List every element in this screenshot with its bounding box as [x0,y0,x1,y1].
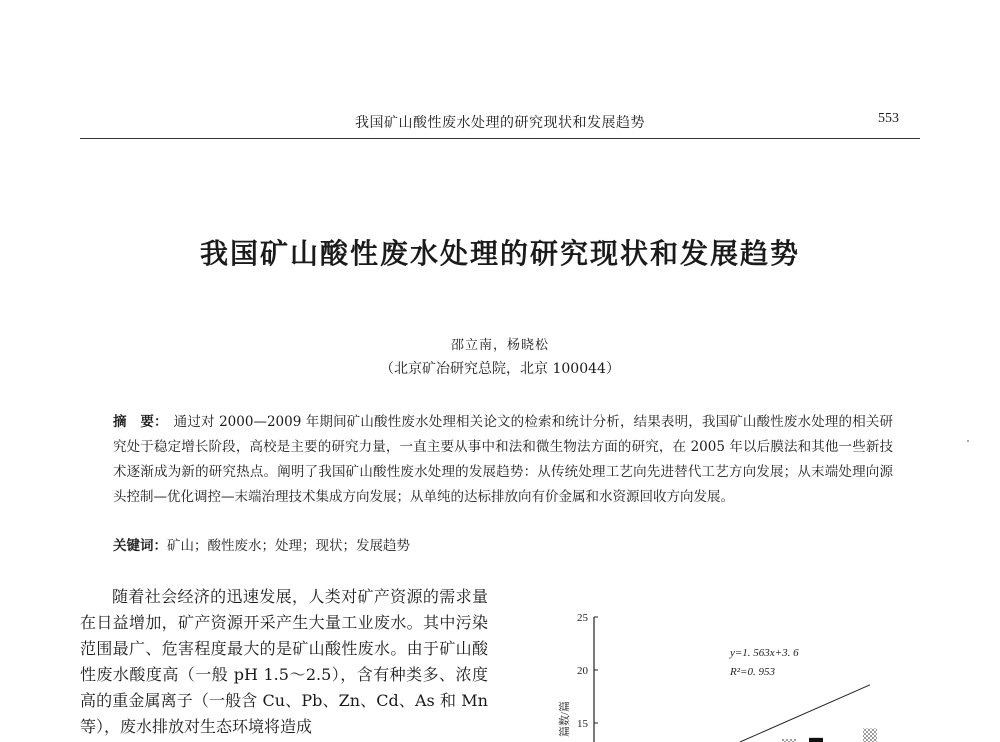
body-text [80,584,488,740]
chart-bar [809,738,823,742]
y-tick-label: 20 [577,665,588,677]
publication-chart [540,605,890,742]
body-paragraph: 随着社会经济的迅速发展，人类对矿产资源的需求量在日益增加，矿产资源开采产生大量工业废水。其中污染范围最广、危害程度最大的是矿山酸性废水。由于矿山酸性废水酸度高（一般 pH 1.5～2.5），含有种类多、浓度高的重金属离子（一般含 Cu、Pb、Zn、Cd、As 和 Mn 等），废水排放对生态环境将造成 [80,587,488,736]
authors: 邵立南，杨晓松 [450,338,549,353]
y-tick-label: 15 [577,718,588,730]
r-squared: R²=0. 953 [730,666,775,678]
affiliation: （北京矿冶研究总院，北京 100044） [380,361,620,377]
page-number: 553 [878,111,899,126]
keywords-label: 关键词： [113,538,167,554]
abstract-text: 通过对 2000—2009 年期间矿山酸性废水处理相关论文的检索和统计分析，结果表明，我国矿山酸性废水处理的相关研究处于稳定增长阶段，高校是主要的研究力量，一直主要从事中和法和微生物法方面的研究，在 2005 年以后膜法和其他一些新技术逐渐成为新的研究热点。阐明了我国矿山酸性废水处理的发展趋势：从传统处理工艺向先进替代工艺方向发展；从末端处理向源头控制—优化调控—末端治理技术集成方向发展；从单纯的达标排放向有价金属和水资源回收方向发展。 [113,414,894,505]
paper-title: 我国矿山酸性废水处理的研究现状和发展趋势 [199,237,800,270]
keywords-text: 矿山；酸性废水；处理；现状；发展趋势 [167,538,410,554]
trend-line [740,685,870,742]
abstract-label: 摘 要： [113,414,168,430]
header-rule [80,138,920,139]
chart-bar [863,728,877,742]
keywords [113,536,893,556]
abstract [113,410,893,510]
running-title: 我国矿山酸性废水处理的研究现状和发展趋势 [355,115,645,131]
y-axis-label: 篇数/篇 [559,700,571,737]
regression-equation: y=1. 563x+3. 6 [730,647,799,659]
stray-dot [967,440,969,442]
y-tick-label: 25 [577,612,588,624]
